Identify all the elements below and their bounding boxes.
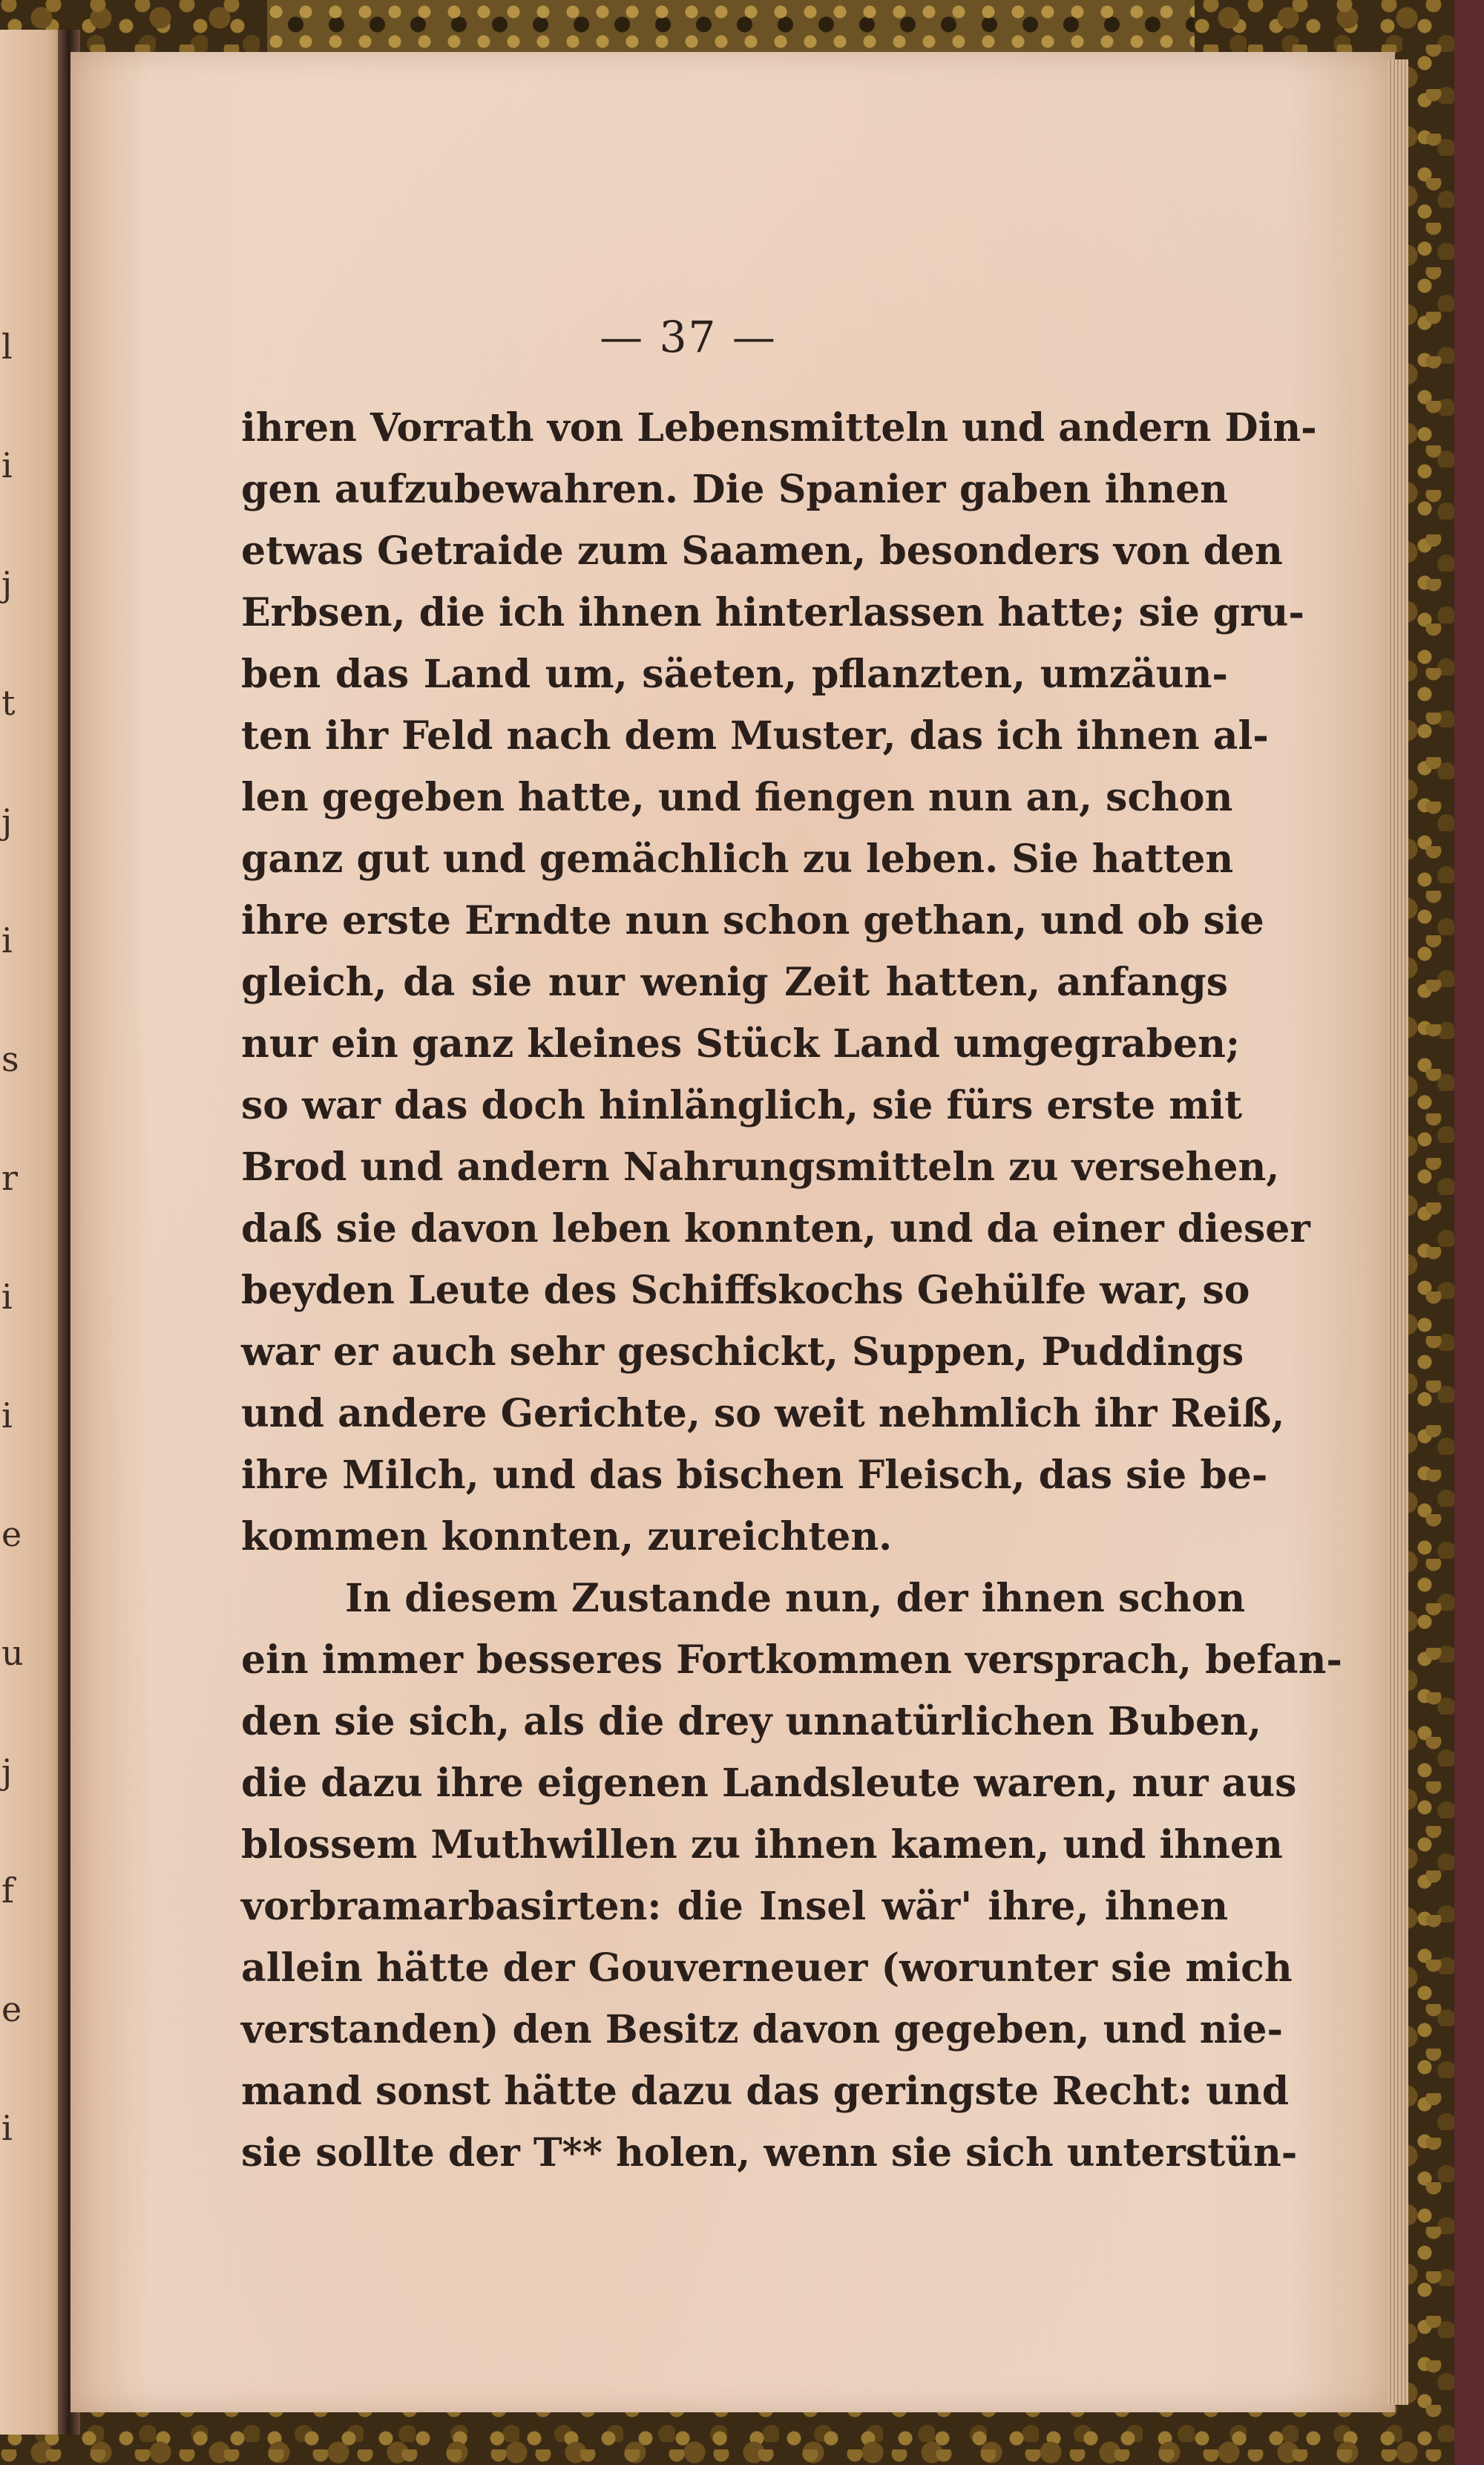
text-line: verstanden) den Besitz davon gegeben, und nie- xyxy=(241,2007,1284,2052)
left-page-fragment: l xyxy=(1,327,13,367)
page-text-block xyxy=(241,397,1342,2184)
text-line: Brod und andern Nahrungsmitteln zu versehen, xyxy=(241,1145,1280,1190)
text-line: kommen konnten, zureichten. xyxy=(241,1514,893,1559)
left-page-fragment: i xyxy=(1,1277,13,1317)
text-line: daß sie davon leben konnten, und da einer dieser xyxy=(241,1206,1310,1251)
text-line: allein hätte der Gouverneuer (worunter sie mich xyxy=(241,1945,1293,1991)
text-line: len gegeben hatte, und fiengen nun an, schon xyxy=(241,775,1233,820)
text-line: ihren Vorrath von Lebensmitteln und andern Din- xyxy=(241,405,1317,451)
text-line: gleich, da sie nur wenig Zeit hatten, anfangs xyxy=(241,960,1228,1005)
left-page-fragment: f xyxy=(1,1870,15,1911)
left-page-fragment: e xyxy=(1,1989,22,2029)
text-line: gen aufzubewahren. Die Spanier gaben ihnen xyxy=(241,467,1228,512)
page-edges xyxy=(1388,59,1408,2405)
left-page-fragment: j xyxy=(1,1752,13,1792)
text-line: die dazu ihre eigenen Landsleute waren, nur aus xyxy=(241,1761,1297,1806)
facing-left-page xyxy=(0,30,67,2435)
left-page-fragment: s xyxy=(1,1039,19,1079)
text-line: ihre erste Erndte nun schon gethan, und ob sie xyxy=(241,898,1264,943)
left-page-fragment: t xyxy=(1,683,16,723)
page-number: — 37 — xyxy=(600,312,777,362)
left-page-fragment: i xyxy=(1,2108,13,2148)
text-line: ein immer besseres Fortkommen versprach, befan- xyxy=(241,1637,1342,1683)
text-line: blossem Muthwillen zu ihnen kamen, und ihnen xyxy=(241,1822,1283,1867)
left-page-fragment: r xyxy=(1,1158,18,1198)
cloth-spine-right xyxy=(1454,0,1484,2465)
book-page xyxy=(70,52,1395,2412)
text-line: ben das Land um, säeten, pflanzten, umzäun- xyxy=(241,652,1228,697)
text-line: war er auch sehr geschickt, Suppen, Puddings xyxy=(241,1329,1244,1375)
text-line: vorbramarbasirten: die Insel wär' ihre, ihnen xyxy=(241,1884,1228,1929)
text-line: mand sonst hätte dazu das geringste Recht: und xyxy=(241,2069,1290,2114)
text-line: etwas Getraide zum Saamen, besonders von den xyxy=(241,528,1283,574)
left-page-fragment: i xyxy=(1,445,13,485)
text-line: beyden Leute des Schiffskochs Gehülfe war, so xyxy=(241,1268,1250,1313)
left-page-fragment: u xyxy=(1,1633,24,1673)
left-page-fragment: j xyxy=(1,564,13,604)
left-page-fragment: j xyxy=(1,802,13,842)
text-line: den sie sich, als die drey unnatürlichen Buben, xyxy=(241,1699,1261,1744)
left-page-fragment: i xyxy=(1,1395,13,1436)
left-page-fragment: i xyxy=(1,920,13,960)
text-line: sie sollte der T** holen, wenn sie sich unterstün- xyxy=(241,2130,1298,2176)
text-line: Erbsen, die ich ihnen hinterlassen hatte; sie gru- xyxy=(241,590,1304,635)
text-line: so war das doch hinlänglich, sie fürs erste mit xyxy=(241,1083,1243,1128)
text-line: ten ihr Feld nach dem Muster, das ich ihnen al- xyxy=(241,713,1269,759)
text-line: und andere Gerichte, so weit nehmlich ihr Reiß, xyxy=(241,1391,1285,1436)
text-line: In diesem Zustande nun, der ihnen schon xyxy=(345,1576,1246,1621)
text-line: ganz gut und gemächlich zu leben. Sie hatten xyxy=(241,837,1234,882)
text-line: nur ein ganz kleines Stück Land umgegraben; xyxy=(241,1021,1241,1067)
left-page-fragment: e xyxy=(1,1514,22,1554)
text-line: ihre Milch, und das bischen Fleisch, das sie be- xyxy=(241,1453,1268,1498)
